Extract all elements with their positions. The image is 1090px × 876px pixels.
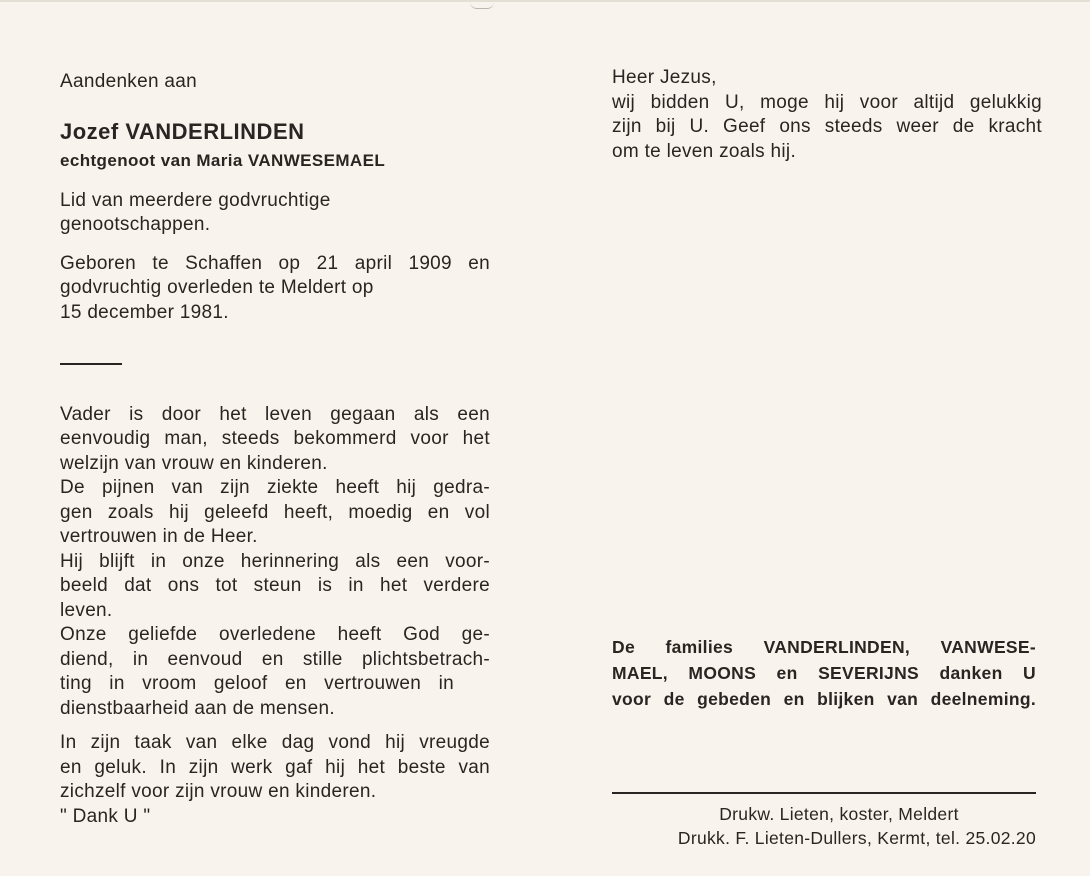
membership-text: Lid van meerdere godvruchtige genootschappen. — [60, 189, 331, 235]
deceased-name: Jozef VANDERLINDEN — [60, 118, 305, 144]
birth-death-text: Geboren te Schaffen op 21 april 1909 en godvruchtig overleden te Meldert op 15 december 1981. — [60, 252, 490, 323]
spouse-line: echtgenoot van Maria VANWESEMAEL — [60, 150, 386, 170]
printer-credit: Drukw. Lieten, koster, Meldert Drukk. F. Lieten-Dullers, Kermt, tel. 25.02.20 — [677, 804, 1036, 848]
closing-text: In zijn taak van elke dag vond hij vreugde en geluk. In zijn werk gaf hij het beste van zichzelf voor zijn vrouw en kinderen. " Dank U " — [60, 732, 490, 827]
family-thanks: De families VANDERLINDEN, VANWESE- MAEL, MOONS en SEVERIJNS danken U voor de gebeden en blijken van deelneming. — [612, 637, 1036, 709]
prayer-text: Heer Jezus, wij bidden U, moge hij voor altijd gelukkig zijn bij U. Geef ons steeds weer de kracht om te leven zoals hij. — [612, 67, 1042, 162]
intro-text: Aandenken aan — [60, 71, 198, 92]
divider — [60, 363, 122, 365]
footer-rule — [612, 792, 1036, 794]
right-column — [612, 66, 1042, 164]
biography-text: Vader is door het leven gegaan als een eenvoudig man, steeds bekommerd voor het welzijn van vrouw en kinderen. De pijnen van zijn ziekte heeft hij gedra- gen zoals hij geleefd heeft, moedig en vol vertrouwen in de Heer. Hij blijft in onze herinnering als een voor- beeld dat ons tot steun is in het verdere leven. Onze geliefde overledene heeft God ge- diend, in eenvoud en stille plichtsbetrach- ting in vroom geloof en vertrouwen in dienstbaarheid aan de mensen. — [60, 403, 490, 719]
scan-mark — [470, 2, 494, 9]
left-column — [60, 70, 490, 829]
